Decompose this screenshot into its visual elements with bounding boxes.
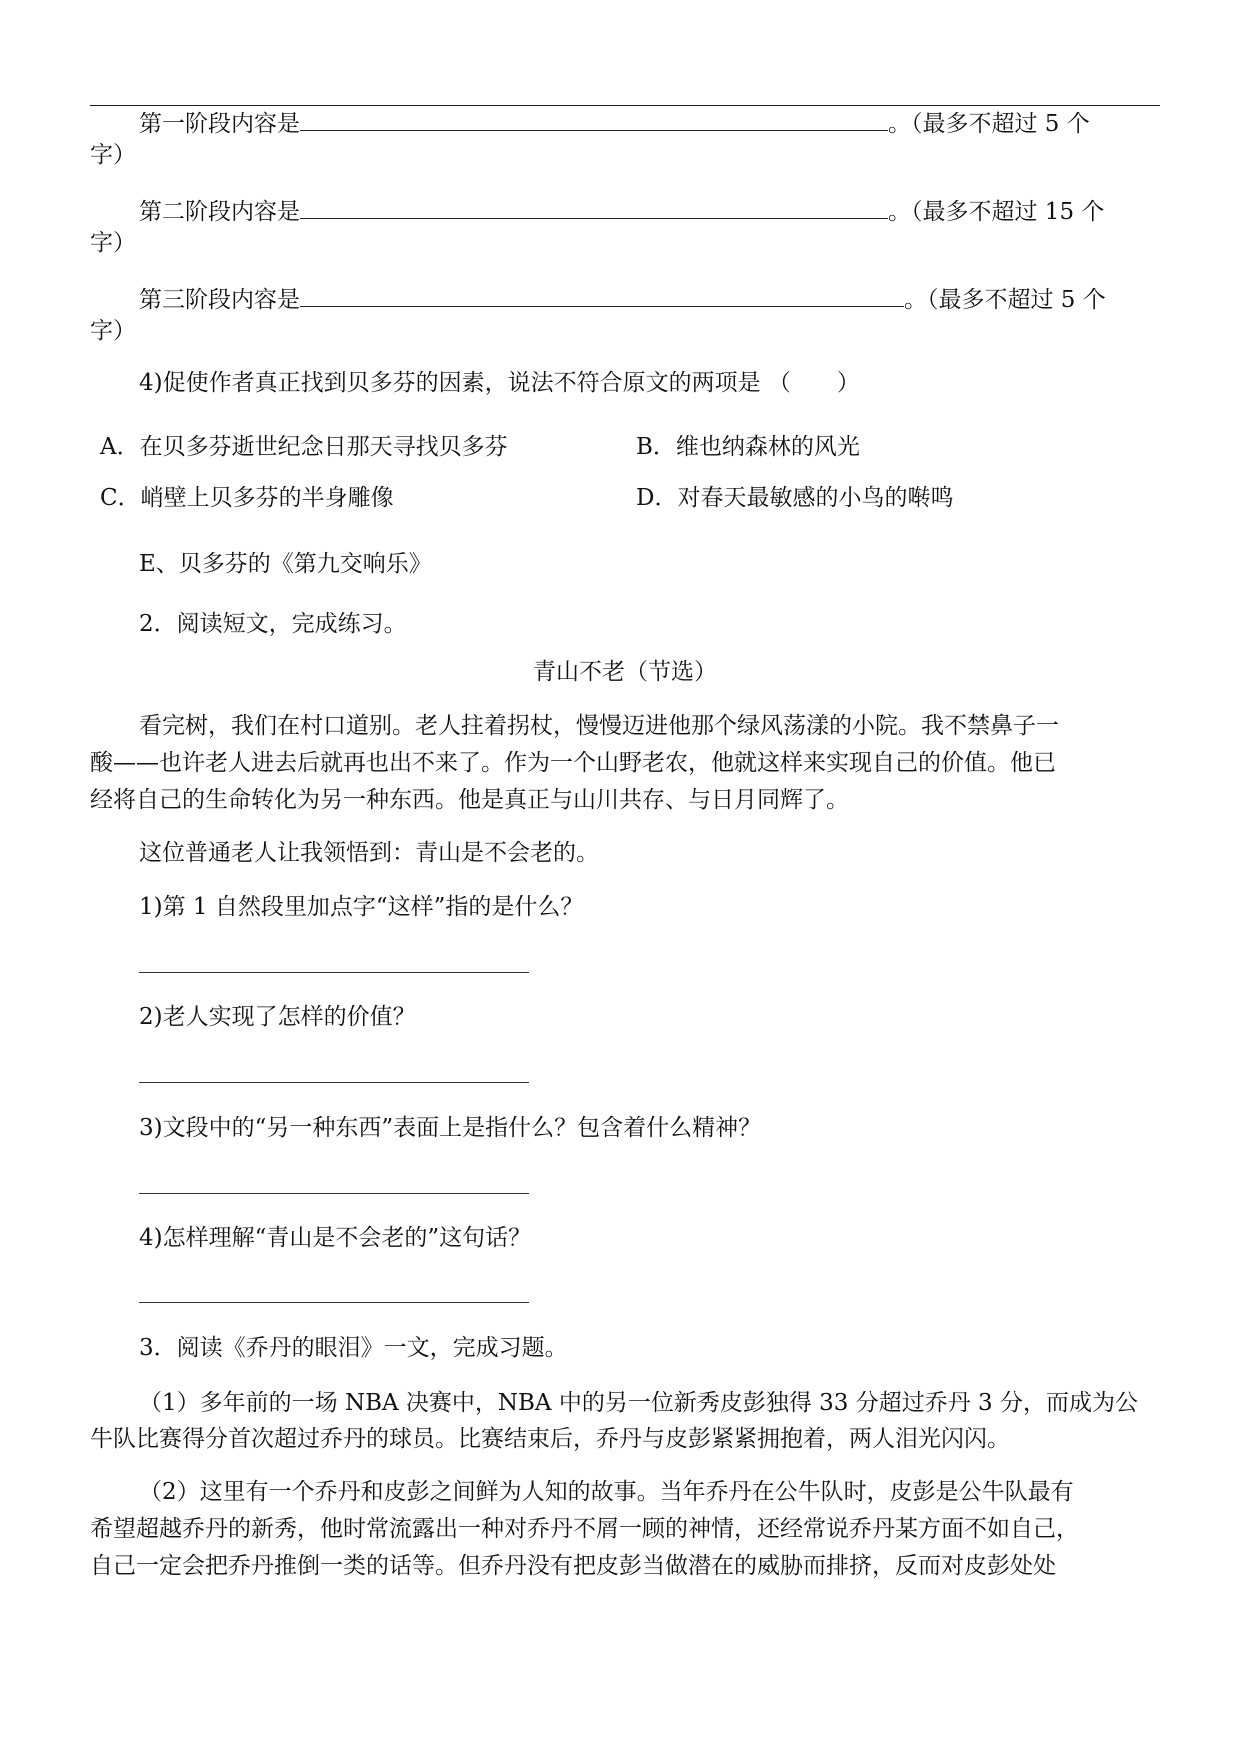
answer-blank-3[interactable] [139,1193,529,1194]
stage-2-label: 第二阶段内容是 [139,199,300,225]
question-3: 3)文段中的“另一种东西”表面上是指什么？包含着什么精神？ [139,1115,762,1141]
stage-2-wrap: 字） [90,230,136,256]
stage-3-wrap: 字） [90,318,136,344]
jordan-para1-line2: 牛队比赛得分首次超过乔丹的球员。比赛结束后，乔丹与皮彭紧紧拥抱着，两人泪光闪闪。 [90,1426,1010,1452]
option-e[interactable]: E、贝多芬的《第九交响乐》 [139,551,432,577]
option-c[interactable]: C．峭壁上贝多芬的半身雕像 [100,485,394,511]
passage-para1-line2: 酸——也许老人进去后就再也出不来了。作为一个山野老农，他就这样来实现自己的价值。他已 [90,750,1056,776]
stage-1-limit: 。（最多不超过 5 个 [888,111,1090,137]
answer-blank-4[interactable] [139,1302,529,1303]
jordan-para2-line3: 自己一定会把乔丹推倒一类的话等。但乔丹没有把皮彭当做潜在的威胁而排挤，反而对皮彭处处 [90,1553,1056,1579]
stage-1-wrap: 字） [90,142,136,168]
stage-3-answer-blank[interactable] [300,280,904,307]
stage-1-answer-blank[interactable] [300,104,888,131]
jordan-para2-line1: （2）这里有一个乔丹和皮彭之间鲜为人知的故事。当年乔丹在公牛队时，皮彭是公牛队最有 [139,1479,1074,1505]
stage-1-label: 第一阶段内容是 [139,111,300,137]
passage-para1-line1: 看完树，我们在村口道别。老人拄着拐杖，慢慢迈进他那个绿风荡漾的小院。我不禁鼻子一 [139,713,1059,739]
question-4: 4)怎样理解“青山是不会老的”这句话？ [139,1225,532,1251]
section-2-heading: 2．阅读短文，完成练习。 [139,611,407,637]
jordan-para2-line2: 希望超越乔丹的新秀，他时常流露出一种对乔丹不屑一顾的神情，还经常说乔丹某方面不如自己， [90,1516,1079,1542]
jordan-para1-line1: （1）多年前的一场 NBA 决赛中，NBA 中的另一位新秀皮彭独得 33 分超过乔丹 3 分，而成为公 [139,1390,1138,1416]
stage-2-limit: 。（最多不超过 15 个 [888,199,1105,225]
option-a[interactable]: A．在贝多芬逝世纪念日那天寻找贝多芬 [100,434,508,460]
answer-blank-1[interactable] [139,972,529,973]
passage-para2: 这位普通老人让我领悟到：青山是不会老的。 [139,840,599,866]
q4-prompt: 4)促使作者真正找到贝多芬的因素，说法不符合原文的两项是 （ ） [139,370,860,396]
option-d[interactable]: D．对春天最敏感的小鸟的啭鸣 [636,485,954,511]
answer-blank-2[interactable] [139,1082,529,1083]
stage-1-line [139,104,1090,141]
question-2: 2)老人实现了怎样的价值？ [139,1004,416,1030]
question-1: 1)第 1 自然段里加点字“这样”指的是什么？ [139,894,584,920]
stage-2-answer-blank[interactable] [300,192,888,219]
stage-2-line [139,192,1104,229]
stage-3-label: 第三阶段内容是 [139,287,300,313]
passage-title: 青山不老（节选） [533,659,717,685]
stage-3-limit: 。（最多不超过 5 个 [904,287,1106,313]
passage-para1-line3: 经将自己的生命转化为另一种东西。他是真正与山川共存、与日月同辉了。 [90,787,849,813]
option-b[interactable]: B．维也纳森林的风光 [636,434,860,460]
section-3-heading: 3．阅读《乔丹的眼泪》一文，完成习题。 [139,1335,568,1361]
stage-3-line [139,280,1106,317]
